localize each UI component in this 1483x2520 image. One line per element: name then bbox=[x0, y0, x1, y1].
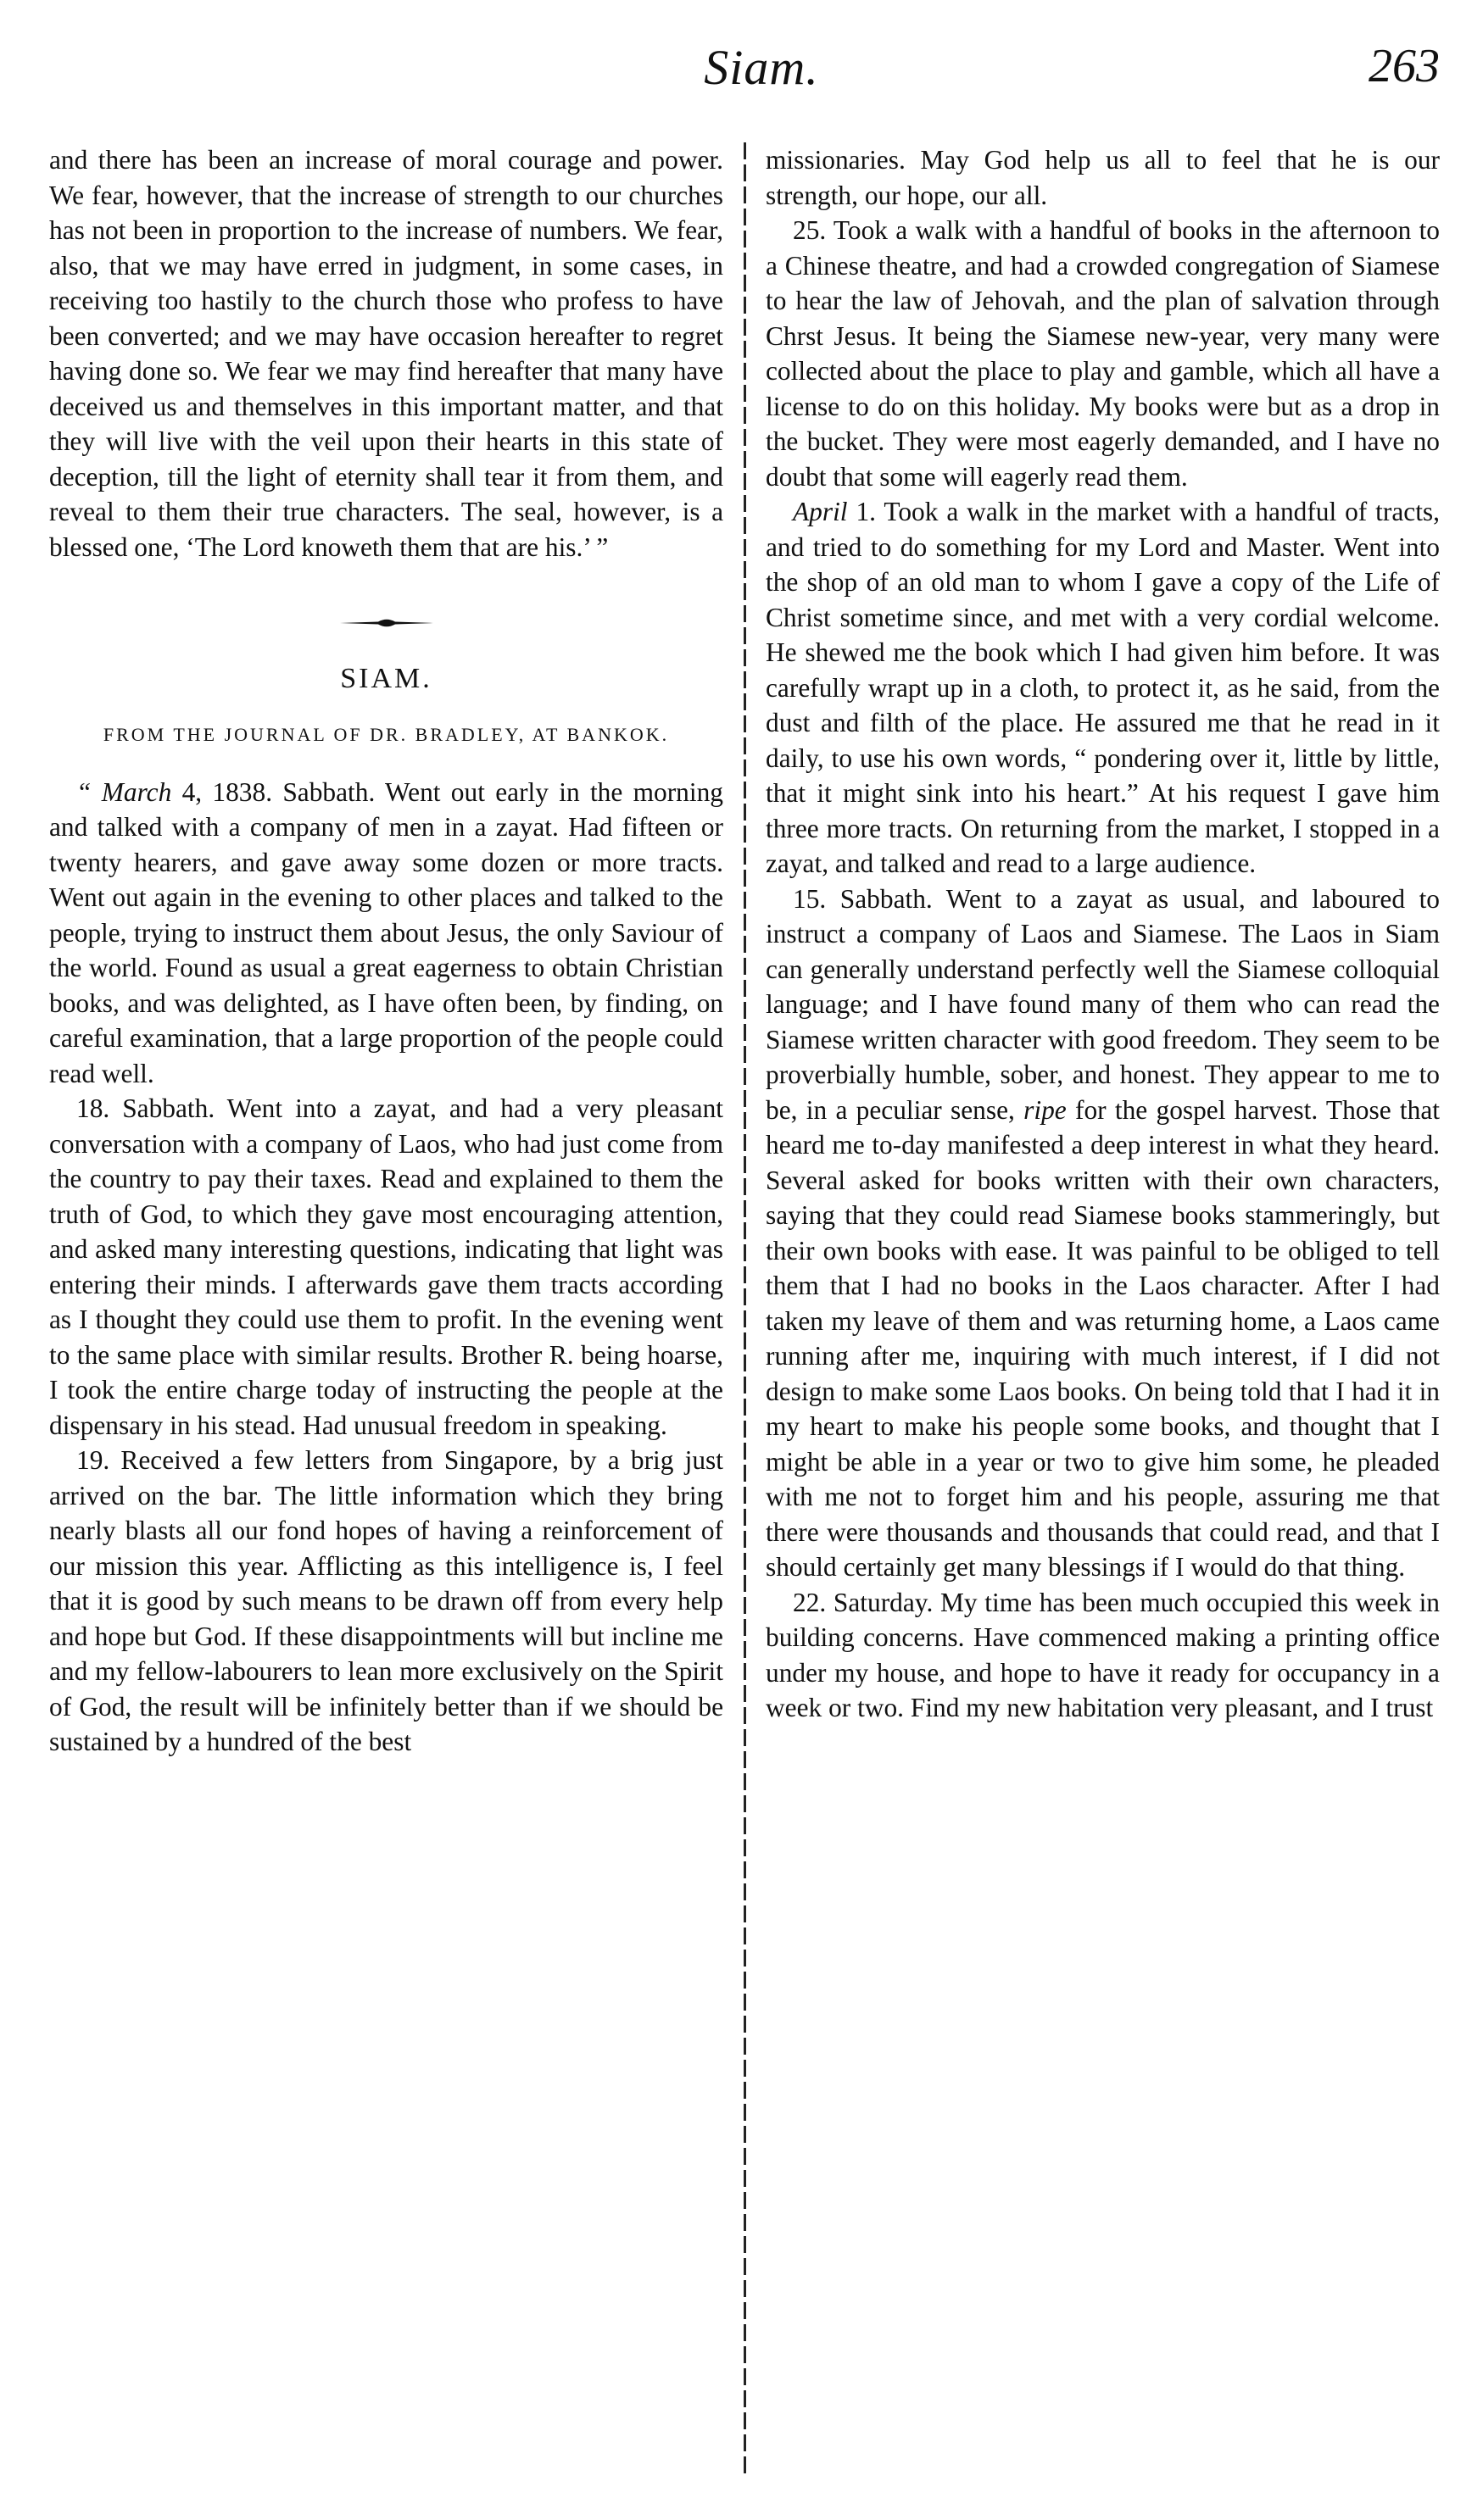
emphasized-word: ripe bbox=[1023, 1094, 1067, 1125]
page-number: 263 bbox=[1369, 40, 1440, 92]
journal-entry: 22. Saturday. My time has been much occupied this week in building concerns. Have commenced making a printing office under my house, and hope to have it ready for occupancy in a week or two. Find my new habitation very pleasant, and I trust bbox=[766, 1587, 1440, 1722]
journal-entry: 19. Received a few letters from Singapore, by a brig just arrived on the bar. The little information which they bring nearly blasts all our fond hopes of having a reinforcement of our mission this year. Afflicting as this intelligence is, I feel that it is good by such means to be drawn off from every help and hope but God. If these disappointments will but incline me and my fellow-labourers to lean more exclusively on the Spirit of God, the result will be infinitely better than if we should be sustained by a hundred of the best bbox=[49, 1445, 723, 1756]
journal-entry: 25. Took a walk with a handful of books in the afternoon to a Chinese theatre, and had a crowded congregation of Siamese to hear the law of Jehovah, and the plan of salvation through Chrst Jesus. It being the Siamese new-year, very many were collected about the place to play and gamble, which all have a license to do on this holiday. My books were but as a drop in the bucket. They were most eagerly demanded, and I have no doubt that some will eagerly read them. bbox=[766, 215, 1440, 492]
right-column bbox=[766, 142, 1440, 2482]
continuation-paragraph: and there has been an increase of moral courage and power. We fear, however, that the increase of strength to our churches has not been in proportion to the increase of numbers. We fear, also, that we may have erred in judgment, in some cases, in receiving too hastily to the church those who profess to have been converted; and we may have occasion hereafter to regret having done so. We fear we may find hereafter that many have deceived us and themselves in this important matter, and that they will live with the veil upon their hearts in this state of deception, till the light of eternity shall tear it from them, and reveal to them their true characters. The seal, however, is a blessed one, ‘The Lord knoweth them that are his.’ ” bbox=[49, 145, 723, 562]
entry-date-lead: “ March bbox=[76, 776, 172, 807]
ornament-rule-icon bbox=[340, 617, 433, 629]
left-column bbox=[49, 142, 723, 2482]
running-head bbox=[49, 39, 1440, 107]
column-divider bbox=[744, 142, 746, 2473]
entry-text: 4, 1838. Sabbath. Went out early in the morning and talked with a company of men in a zayat. Had fifteen or twenty hearers, and gave away some dozen or more tracts. Went out again in the evening to other places and talked to the people, trying to instruct them about Jesus, the only Saviour of the world. Found as usual a great eagerness to obtain Christian books, and was delighted, as I have often been, by finding, on careful examination, that a large proportion of the people could read well. bbox=[49, 776, 723, 1088]
section-title: SIAM. bbox=[340, 663, 432, 694]
book-page bbox=[49, 39, 1440, 2480]
entry-text-tail: for the gospel harvest. Those that heard me to-day manifested a deep interest in what they heard. Several asked for books written with their own characters, saying that they could read Siamese books stammeringly, but their own books with ease. It was painful to be obliged to tell them that I had no books in the Laos character. After I had taken my leave of them and was returning home, a Laos came running after me, inquiring with much interest, if I did not design to make some Laos books. On being told that I had it in my heart to make his people some books, and thought that I might be able in a year or two to give him some, he pleaded with me not to forget him and his people, assuring me that there were thousands and thousands that could read, and that I should certainly get many blessings if I would do that thing. bbox=[766, 1094, 1440, 1582]
journal-entry bbox=[49, 775, 723, 1092]
running-title: Siam. bbox=[704, 40, 819, 95]
continuation-paragraph: missionaries. May God help us all to feel that he is our strength, our hope, our all. bbox=[766, 145, 1440, 210]
entry-text: 1. Took a walk in the market with a handful of tracts, and tried to do something for my Lord and Master. Went into the shop of an old man to whom I gave a copy of the Life of Christ sometime since, and met with a very cordial welcome. He shewed me the book which I had given him before. It was carefully wrapt up in a cloth, to protect it, as he said, from the dust and filth of the place. He assured me that he read in it daily, to use his own words, “ pondering over it, little by little, that it might sink into his heart.” At his request I gave him three more tracts. On returning from the market, I stopped in a zayat, and talked and read to a large audience. bbox=[766, 497, 1440, 878]
section-subtitle: FROM THE JOURNAL OF DR. BRADLEY, AT BANKOK. bbox=[103, 723, 670, 745]
text-columns bbox=[49, 142, 1440, 2482]
entry-date-lead: April bbox=[793, 497, 848, 526]
journal-entry: 18. Sabbath. Went into a zayat, and had a very pleasant conversation with a company of Laos, who had just come from the country to pay their taxes. Read and explained to them the truth of God, to which they gave most encouraging attention, and asked many interesting questions, indicating that light was entering their minds. I afterwards gave them tracts according as I thought they could use them to profit. In the evening went to the same place with similar results. Brother R. being hoarse, I took the entire charge today of instructing the people at the dispensary in his stead. Had unusual freedom in speaking. bbox=[49, 1093, 723, 1440]
journal-entry bbox=[766, 494, 1440, 882]
journal-entry bbox=[766, 882, 1440, 1585]
entry-text: 15. Sabbath. Went to a zayat as usual, and laboured to instruct a company of Laos and Siamese. The Laos in Siam can generally understand perfectly well the Siamese colloquial language; and I have found many of them who can read the Siamese written character with good freedom. They seem to be proverbially humble, sober, and honest. They appear to me to be, in a peculiar sense, bbox=[766, 883, 1440, 1125]
